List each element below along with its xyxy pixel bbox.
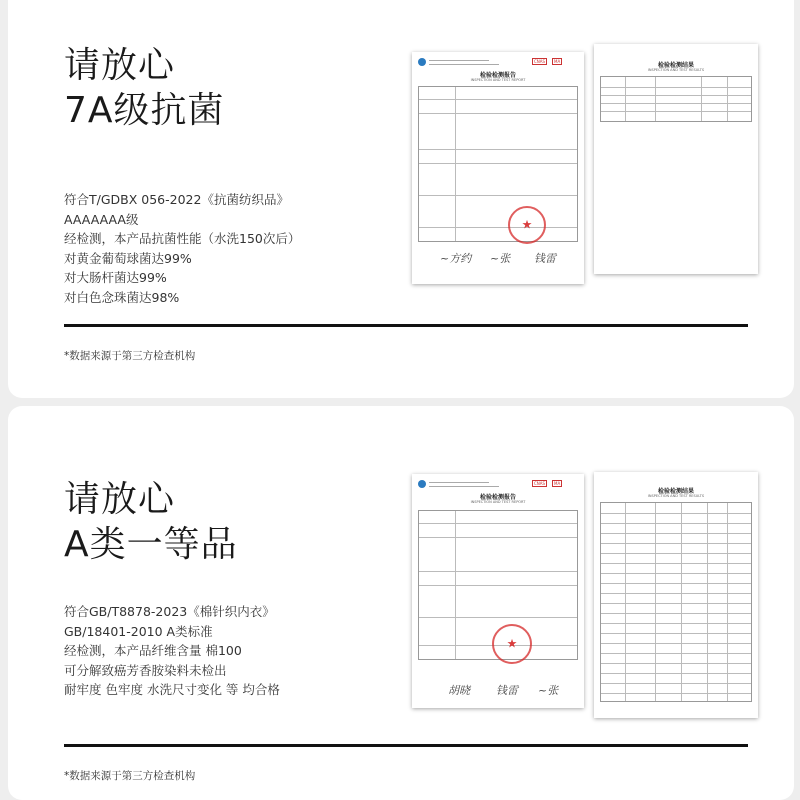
source-note: *数据来源于第三方检查机构 (64, 350, 196, 362)
signature-icon: ~张 (538, 684, 559, 697)
test-report-page (412, 474, 584, 708)
antibacterial-card (8, 0, 794, 398)
section1-description (64, 190, 394, 307)
report-title: 检验检测报告 (479, 494, 516, 501)
results-table (600, 502, 752, 702)
results-title: 检验检测结果 (657, 488, 694, 495)
section1-desc-line: 符合T/GDBX 056-2022《抗菌纺织品》 (64, 192, 289, 207)
section2-desc-line: GB/18401-2010 A类标准 (64, 623, 213, 639)
section1-desc-line: 对白色念珠菌达98% (64, 289, 180, 305)
section2-desc-line: 耐牢度 色牢度 水洗尺寸变化 等 均合格 (64, 682, 280, 697)
section2-desc-line: 经检测，本产品纤维含量 棉100 (64, 643, 242, 658)
section1-title-line2: 7A级抗菌 (64, 90, 225, 131)
section1-title-line1: 请放心 (64, 45, 176, 86)
section2-title-line1: 请放心 (64, 479, 176, 520)
institute-logo-icon (418, 480, 426, 488)
cnas-badge-icon: CNAS (534, 59, 546, 64)
source-note: *数据来源于第三方检查机构 (64, 770, 196, 782)
quality-grade-card (8, 406, 794, 800)
section2-description (64, 602, 394, 700)
cnas-badge-icon: CNAS (534, 481, 546, 486)
results-subtitle: INSPECTION AND TEST RESULTS (647, 68, 705, 72)
section1-desc-line: 经检测，本产品抗菌性能（水洗150次后） (64, 231, 301, 246)
institute-logo-icon (418, 58, 426, 66)
test-report-page (412, 52, 584, 284)
report-title: 检验检测报告 (479, 72, 516, 79)
signature-icon: 钱雷 (534, 252, 556, 265)
red-seal-stamp-icon: ★ (492, 624, 532, 664)
red-seal-stamp-icon: ★ (508, 206, 546, 244)
divider-rule (64, 324, 748, 327)
section2-desc-line: 符合GB/T8878-2023《棉针织内衣》 (64, 604, 275, 619)
section2-title-line2: A类一等品 (64, 524, 238, 565)
ma-badge-icon: MA (554, 481, 561, 486)
section1-desc-line: 对大肠杆菌达99% (64, 270, 167, 285)
test-results-page (594, 472, 758, 718)
report-subtitle: INSPECTION AND TEST REPORT (470, 78, 526, 82)
section1-desc-line: AAAAAAA级 (64, 211, 139, 227)
test-results-page (594, 44, 758, 274)
results-title: 检验检测结果 (657, 62, 694, 69)
signature-icon: ~张 (490, 252, 511, 265)
report-table (418, 86, 578, 242)
signature-icon: 钱雷 (496, 684, 518, 697)
signature-icon: 胡晓 (448, 684, 470, 697)
report-subtitle: INSPECTION AND TEST REPORT (470, 500, 526, 504)
results-subtitle: INSPECTION AND TEST RESULTS (647, 494, 705, 498)
divider-rule (64, 744, 748, 747)
section1-desc-line: 对黄金葡萄球菌达99% (64, 250, 192, 266)
results-table (600, 76, 752, 122)
ma-badge-icon: MA (554, 59, 561, 64)
signature-icon: ~方约 (440, 252, 472, 265)
section2-desc-line: 可分解致癌芳香胺染料未检出 (64, 662, 227, 678)
